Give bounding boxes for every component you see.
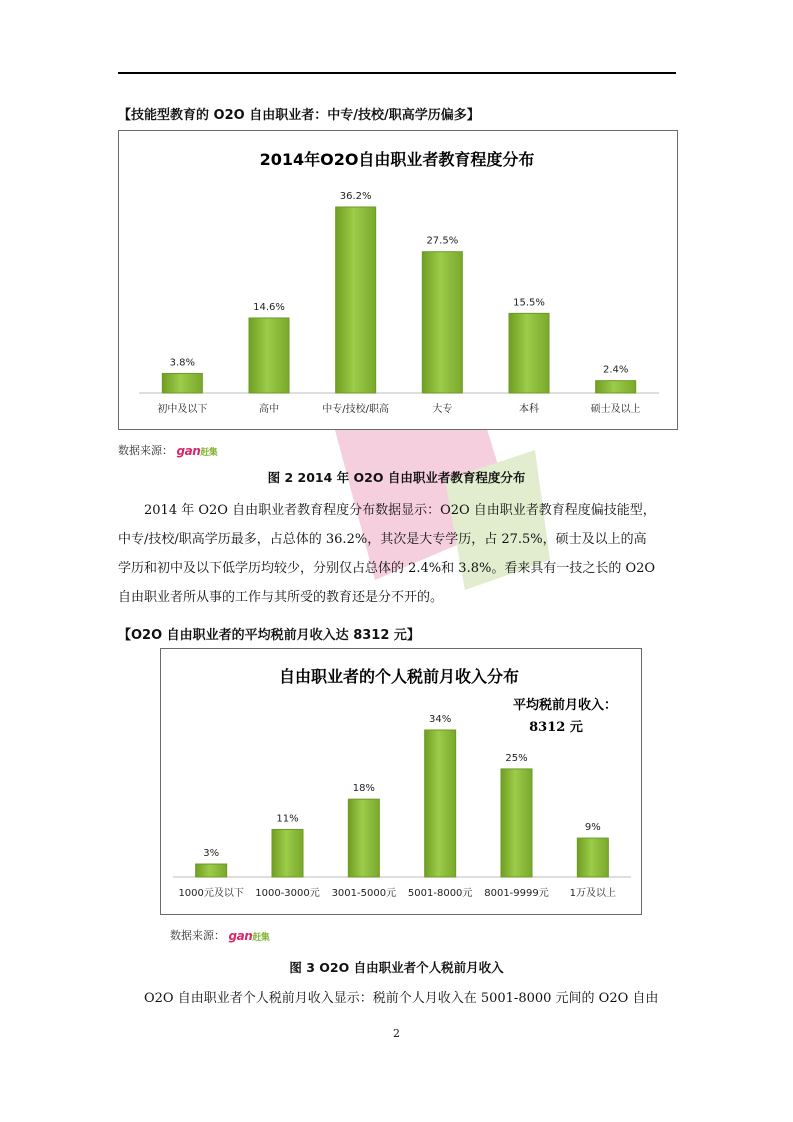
data-source-line-1	[118, 442, 217, 458]
bar-0	[196, 864, 227, 877]
ganji-logo: gan赶集	[176, 444, 218, 458]
bar-3	[422, 252, 462, 393]
chart-education-title: 2014年O2O自由职业者教育程度分布	[259, 150, 535, 169]
paragraph-line: O2O 自由职业者个人税前月收入显示：税前个人月收入在 5001-8000 元间的 O2O 自由	[144, 991, 659, 1006]
bar-value-label: 9%	[584, 822, 601, 834]
bar-value-label: 2.4%	[602, 364, 629, 376]
category-label: 本科	[519, 404, 539, 415]
paragraph-education	[118, 496, 678, 612]
bar-value-label: 18%	[352, 783, 375, 795]
paragraph-line: 2014 年 O2O 自由职业者教育程度分布数据显示：O2O 自由职业者教育程度偏技能型，	[144, 503, 656, 518]
category-label: 硕士及以上	[590, 404, 641, 415]
data-source-line-2	[170, 927, 269, 943]
bar-value-label: 36.2%	[339, 191, 372, 202]
bar-4	[509, 313, 549, 393]
paragraph-line: 学历和初中及以下低学历均较少，分别仅占总体的 2.4%和 3.8%。看来具有一技之长的 O2O	[118, 561, 656, 576]
ganji-logo: gan赶集	[228, 929, 270, 943]
chart-education-frame	[118, 130, 678, 430]
bar-0	[162, 373, 202, 393]
category-label: 初中及以下	[157, 404, 208, 415]
category-label: 8001-9999元	[484, 888, 549, 899]
category-label: 中专/技校/职高	[322, 404, 390, 415]
bar-value-label: 27.5%	[426, 235, 459, 247]
chart-income-frame	[160, 648, 642, 915]
section-heading-education: 【技能型教育的 O2O 自由职业者：中专/技校/职高学历偏多】	[118, 108, 480, 123]
category-label: 大专	[432, 404, 453, 415]
bar-4	[501, 769, 532, 877]
chart-income	[161, 649, 640, 913]
bar-5	[596, 381, 636, 393]
category-label: 1000元及以下	[178, 888, 244, 899]
bar-value-label: 14.6%	[253, 301, 285, 313]
category-label: 3001-5000元	[331, 888, 397, 899]
average-income-label: 平均税前月收入：	[512, 698, 618, 713]
average-income-value: 8312 元	[529, 720, 583, 735]
page-number: 2	[393, 1027, 400, 1040]
bar-5	[577, 838, 608, 877]
category-label: 1万及以上	[569, 888, 617, 899]
data-source-label: 数据来源：	[118, 444, 173, 457]
category-label: 1000-3000元	[255, 888, 320, 899]
bar-value-label: 25%	[505, 752, 528, 764]
paragraph-line: 自由职业者所从事的工作与其所受的教育还是分不开的。	[118, 590, 444, 605]
bar-1	[272, 829, 303, 877]
bar-2	[348, 799, 379, 877]
bar-1	[249, 318, 289, 393]
bar-value-label: 3%	[203, 848, 220, 860]
bar-value-label: 11%	[276, 813, 299, 825]
bar-value-label: 34%	[429, 714, 452, 725]
bar-value-label: 3.8%	[169, 357, 196, 369]
data-source-label: 数据来源：	[170, 929, 225, 942]
section-heading-income: 【O2O 自由职业者的平均税前月收入达 8312 元】	[118, 628, 420, 643]
header-rule	[118, 72, 676, 74]
figure-caption-3: 图 3 O2O 自由职业者个人税前月收入	[289, 960, 504, 975]
paragraph-income	[118, 984, 678, 1013]
bar-2	[336, 207, 376, 393]
paragraph-line: 中专/技校/职高学历最多，占总体的 36.2%，其次是大专学历，占 27.5%，硕士及以上的高	[118, 532, 647, 547]
category-label: 5001-8000元	[407, 888, 473, 899]
bar-3	[425, 730, 456, 877]
bar-value-label: 15.5%	[513, 297, 545, 309]
figure-caption-2: 图 2 2014 年 O2O 自由职业者教育程度分布	[267, 470, 526, 485]
category-label: 高中	[259, 404, 279, 415]
chart-income-title: 自由职业者的个人税前月收入分布	[278, 667, 520, 686]
chart-education	[119, 131, 676, 428]
